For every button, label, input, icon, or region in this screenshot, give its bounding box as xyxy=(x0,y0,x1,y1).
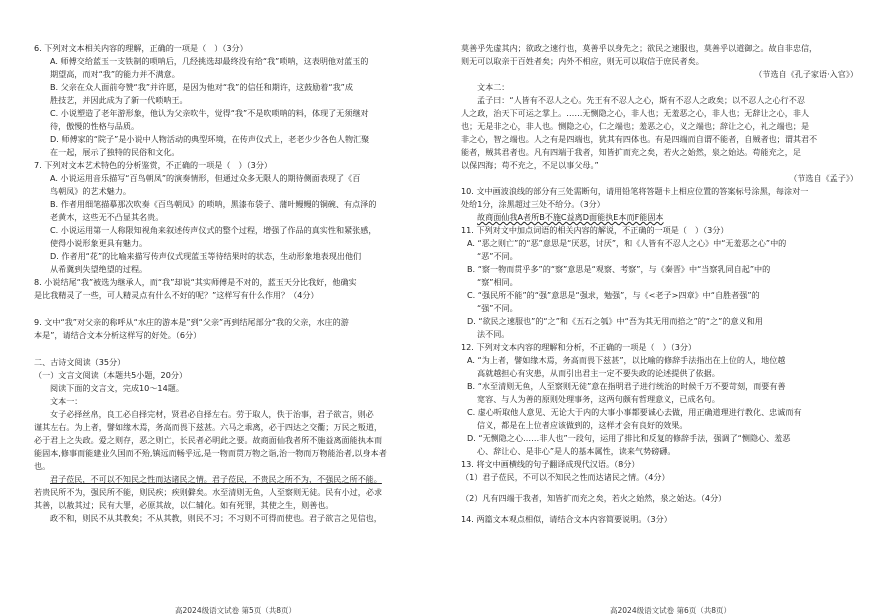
text-line: 8. 小说结尾“我”被选为继承人，而“我”却说“其实师傅是不对的，蓝玉天分比我好，他确实 xyxy=(34,277,357,287)
text-line: 人之政，治天下可运之掌上。……无恻隐之心，非人也；无羞恶之心，非人也；无辞让之心，非人 xyxy=(461,108,810,118)
text-line: 阅读下面的文言文，完成10～14题。 xyxy=(50,383,184,393)
page-footer-right: 高2024级语文试卷 第6页（共8页） xyxy=(610,606,732,615)
text-line: 鸟朝凤》的艺术魅力。 xyxy=(50,186,131,196)
text-line: C. 虚心听取他人意见、无论大于内的大事小事都要诚心去做，用正确道理进行教化、忠诚而有 xyxy=(467,407,802,417)
text-line: 待，傲慢的性格与品质。 xyxy=(50,121,140,131)
text-line: C. “强民所不能”的“强”意思是“强求，勉强”，与《<老子>四章》中“自胜者强”的 xyxy=(467,290,760,300)
text-line xyxy=(34,342,417,356)
text-line: 处给1分，涂黑超过三处不给分。（3分） xyxy=(461,199,605,209)
text-line: 则无可以取亲于百姓者矣；内外不相应，则无可以取信于庶民者矣。 xyxy=(461,56,704,66)
text-line xyxy=(34,302,417,316)
text-line: D. “无恻隐之心……非人也”一段句，运用了排比和反复的修辞手法，强调了“恻隐心、羞恶 xyxy=(467,433,791,443)
text-line: 14. 两篇文本观点相似，请结合文本内容简要说明。（3分） xyxy=(461,514,672,524)
page-footer-left: 高2024级语文试卷 第5页（共8页） xyxy=(175,606,297,615)
text-line: 必于君上之失政。爱之则存，恶之则亡，长民者必明此之要。故商面仙我者所不施益离面能执本而 xyxy=(34,435,383,445)
text-line: 从希冀到失望绝望的过程。 xyxy=(50,264,148,274)
text-line: 谨其左右。为上者，譬如缘木焉，务高而畏下兹甚。六马之乖离，必于四达之交衢；万民之叛道， xyxy=(34,422,383,432)
text-line: B. 作者用细笔描摹那次吹奏《百鸟朝凤》的唢呐，黑漆布袋子、蒲叶鳗鳗的铜碗、有点泽的 xyxy=(50,199,377,209)
text-line: 使得小说形象更具有魅力。 xyxy=(50,238,148,248)
text-line: 12. 下列对文本内容的理解和分析，不正确的一项是（ ）（3分） xyxy=(461,342,697,352)
text-line xyxy=(461,505,858,513)
text-line: 7. 下列对文本艺术特色的分析鉴赏，不正确的一项是（ ）（3分） xyxy=(34,160,273,170)
text-line: 6. 下列对文本相关内容的理解，正确的一项是（ ）（3分） xyxy=(34,43,248,53)
text-line: C. 小说塑造了老年游形象，他认为父亲吹牛，觉得“我”不是吹唢呐的料，体现了无须继对 xyxy=(50,108,369,118)
text-line: D. 师傅家的“院子”是小说中人物活动的典型环境，在传声仪式上，老老少少各色人物汇聚 xyxy=(50,134,370,144)
text-line: 故商面仙我A者所B不施C益离D面能执E本而F能固本 xyxy=(477,212,664,222)
text-line: 9. 文中“我”对父亲的称呼从“水庄的游本是”到“父亲”再到结尾部分“我的父亲，水庄的游 xyxy=(34,317,349,327)
text-line: D. “欲民之速服也”的“之”和《五石之瓠》中“吾为其无用而掊之”的“之”的意义和用 xyxy=(467,316,763,326)
text-line: 心、辞让心、是非心”是人的基本属性，读来气势磅礴。 xyxy=(477,446,676,456)
text-line: 若贵民所不为，强民所不能，则民疾；疾则僻矣。水至清则无鱼，人至察则无徒。民有小过，必求 xyxy=(34,487,383,497)
text-line: A. “为上者，譬如缘木焉，务高而畏下兹甚”，以比喻的修辞手法指出在上位的人，地位越 xyxy=(467,355,786,365)
text-line: “察”相同。 xyxy=(477,277,518,287)
text-line: 本是”，请结合文本分析这样写的好处。（6分） xyxy=(34,330,202,340)
text-line: 期望高，而对“我”的能力并不满意。 xyxy=(50,69,180,79)
text-line: 11. 下列对文中加点词语的相关内容的解说，不正确的一项是（ ）（3分） xyxy=(461,225,729,235)
text-line: 二、古诗文阅读（35分） xyxy=(34,357,126,367)
text-line: （一）文言文阅读（本题共5小题，20分） xyxy=(34,370,188,380)
text-line: 高就越担心有灾患，从而引出君主一定不要失政的论述提供了依据。 xyxy=(477,368,720,378)
right-page-text xyxy=(461,42,858,526)
text-line: 莫善乎先虚其内；欲政之速行也，莫善乎以身先之；欲民之速服也，莫善乎以道御之。故自非忠信， xyxy=(461,43,818,53)
text-line: 孟子曰：“人皆有不忍人之心。先王有不忍人之心，斯有不忍人之政矣；以不忍人之心行不忍 xyxy=(477,95,805,105)
text-line: 君子莅民，不可以不知民之性而达诸民之情。君子莅民，不贵民之所不为，不强民之所不能。 xyxy=(50,474,382,484)
text-line: “强”不同。 xyxy=(477,303,518,313)
left-page-text xyxy=(34,42,417,525)
text-line: （2）凡有四端于我者，知皆扩而充之矣，若火之始然，泉之始达。（4分） xyxy=(461,493,727,503)
text-line: 以保四海；苟不充之，不足以事父母。” xyxy=(461,160,599,170)
text-line: A. 小说运用音乐描写“百鸟朝凤”的演奏情形，但通过众多无限人的期待侧面表现了《百 xyxy=(50,173,361,183)
text-line: 女子必择丝帛，良工必自择完材，贤君必自择左右。劳于取人，佚于治事，君子欲言，则必 xyxy=(50,409,374,419)
text-line: （节选自《孟子》） xyxy=(789,173,858,183)
text-line: 文本一： xyxy=(50,396,83,406)
text-line: 能者，贼其君者也。凡有四端于我者，知皆扩而充之矣，若火之始然，泉之始达。苟能充之，足 xyxy=(461,147,801,157)
text-line xyxy=(461,484,858,492)
text-line: 胜技艺，并因此成为了新一代唢呐王。 xyxy=(50,95,188,105)
text-line: 老黄木，这些无不凸显其名贵。 xyxy=(50,212,164,222)
text-line: D. 作者用“花”的比喻来描写传声仪式现蓝玉等待结果时的状态，生动形象地表现出他们 xyxy=(50,251,362,261)
text-line: A. “恶之则亡”的“恶”意思是“厌恶，讨厌”，和《人皆有不忍人之心》中“无羞恶之心”中的 xyxy=(467,238,787,248)
text-line: 能固本,修事而能建业久国而不殆,镇远而畅乎远,是一物而贯万物之诣,治一物而万物能治者,以身本者 xyxy=(34,448,387,458)
text-line: B. 父亲在众人面前夸赞“我”并许愿，是因为他对“我”的信任和期许，这鼓励着“我”成 xyxy=(50,82,353,92)
text-line: B. “水至清则无鱼，人至察则无徒”意在指明君子进行统治的时候千万不要苛刻，而要有善 xyxy=(467,381,786,391)
text-line: 非之心，智之端也。人之有是四端也，犹其有四体也。有是四端而自谓不能者，自贼者也；谓其君不 xyxy=(461,134,818,144)
text-line: 是比我精灵了一些，可人精灵点有什么不好的呢？”这样写有什么作用？（4分） xyxy=(34,290,319,300)
text-line: 也。 xyxy=(34,461,51,471)
exam-page-left xyxy=(0,0,435,615)
text-line: （节选自《孔子家语·入官》） xyxy=(754,69,858,79)
text-line: 也；无是非之心，非人也。恻隐之心，仁之端也；羞恶之心，义之端也；辞让之心，礼之端也；是 xyxy=(461,121,810,131)
text-line: “恶”不同。 xyxy=(477,251,518,261)
text-line: 宽容、与人为善的原则处理事务，这两句颇有哲理意义，已成名句。 xyxy=(477,394,720,404)
text-line: 13. 将文中画横线的句子翻译成现代汉语。（8分） xyxy=(461,459,640,469)
text-line: 在一起，展示了独特的民俗和文化。 xyxy=(50,147,180,157)
text-line: 文本二： xyxy=(477,82,510,92)
text-line: 10. 文中画波浪线的部分有三处需断句，请用铅笔将答题卡上相应位置的答案标号涂黑，每涂对一 xyxy=(461,186,809,196)
exam-page-right xyxy=(435,0,870,615)
text-line: 政不和，则民不从其教矣；不从其教，则民不习；不习则不可得而使也。君子欲言之见信也， xyxy=(50,513,382,523)
text-line: （1）君子莅民，不可以不知民之性而达诸民之情。（4分） xyxy=(461,472,670,482)
text-line: C. 小说运用第一人称限知视角来叙述传声仪式的整个过程，增强了作品的真实性和紧张感， xyxy=(50,225,377,235)
text-line: B. “察一物而贯乎多”的“察”意思是“观察、考察”，与《秦晋》中“当察乳同自起”中的 xyxy=(467,264,771,274)
text-line: 信义，都是在上位者应该做到的，这样才会有良好的效果。 xyxy=(477,420,688,430)
text-line: 法不同。 xyxy=(477,329,510,339)
text-line: A. 师傅交给蓝玉一支铁制的唢呐后，几经挑选却最终没有给“我”唢呐，这表明他对蓝玉的 xyxy=(50,56,369,66)
text-line: 其善，以赦其过；民有大罪，必原其故，以仁辅化。如有死罪，其使之生，则善也。 xyxy=(34,500,334,510)
